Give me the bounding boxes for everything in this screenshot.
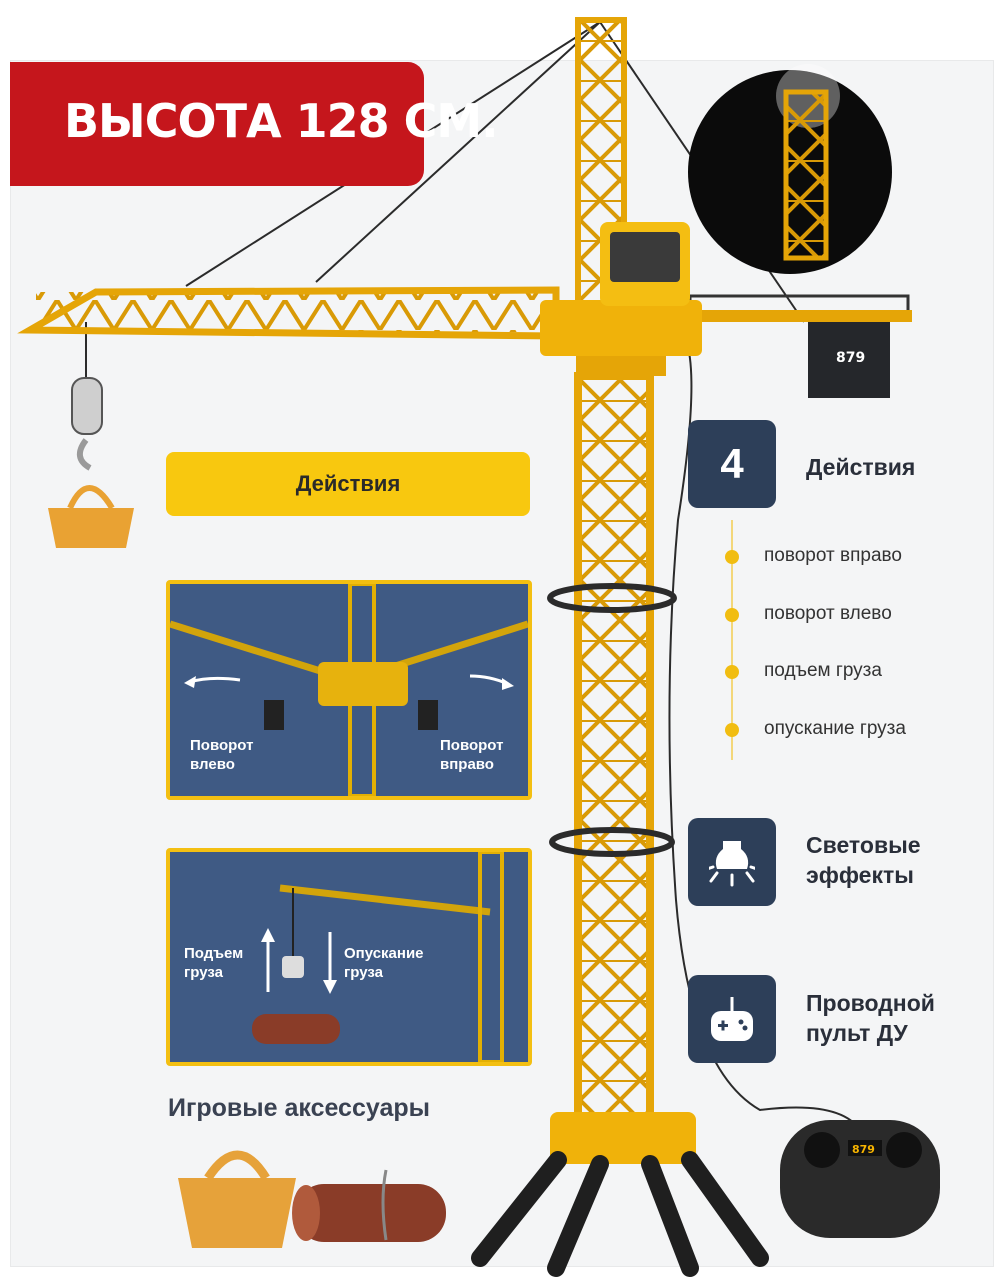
light-effects-badge [688,818,776,906]
brand-mark-remote: 879 [852,1143,875,1156]
lift-down-label: Опускание груза [344,945,424,981]
actions-count-badge [688,420,776,508]
actions-label: Действия [166,452,530,516]
timeline-dot [725,608,739,622]
height-banner [10,62,498,186]
timeline-dot [725,723,739,737]
timeline-dot [725,550,739,564]
lift-card [166,848,532,1066]
arrow-left-icon [184,676,240,688]
lift-up-label: Подъем груза [184,945,244,981]
rotate-left-label: Поворот влево [190,737,254,773]
rotate-right-label: Поворот вправо [440,737,504,773]
arrow-up-icon [261,928,275,992]
gamepad-icon [707,993,757,1045]
action-item: подъем груза [764,660,882,681]
arrow-right-icon [470,676,514,690]
actions-count: 4 [720,440,744,487]
height-text: ВЫСОТА 128 СМ. [64,94,498,148]
action-item: опускание груза [764,718,906,739]
remote-title: Проводной пульт ДУ [806,990,935,1046]
lightbulb-icon [709,837,755,887]
action-item: поворот вправо [764,545,902,566]
brand-mark-counterweight: 879 [836,350,866,366]
accessories-title: Игровые аксессуары [168,1094,430,1122]
timeline-dot [725,665,739,679]
actions-title: Действия [806,454,916,480]
light-effects-title: Световые эффекты [806,832,921,888]
remote-badge [688,975,776,1063]
rotation-card [166,580,532,800]
action-item: поворот влево [764,603,892,624]
arrow-down-icon [323,932,337,994]
